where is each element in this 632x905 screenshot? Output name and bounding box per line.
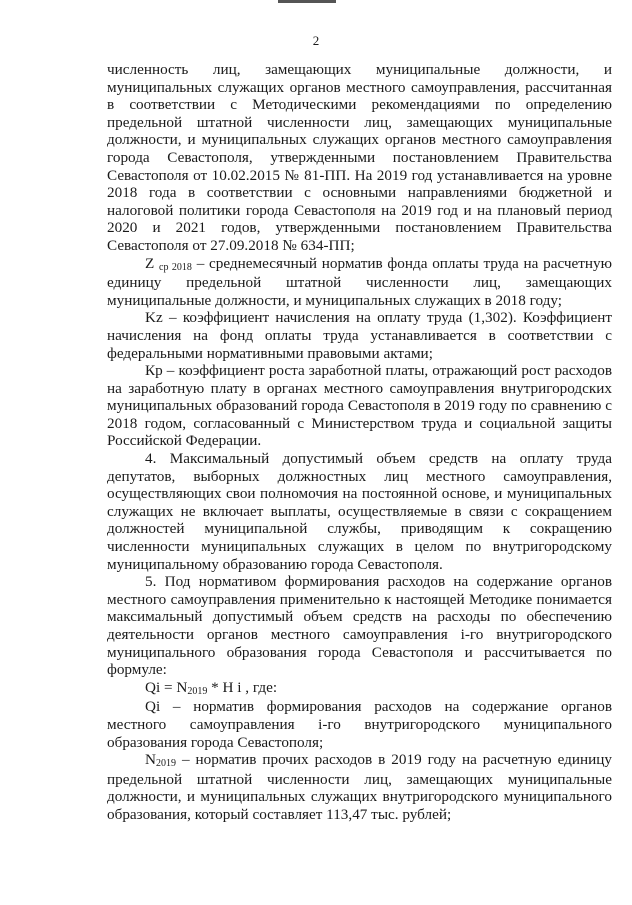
- z-definition-text: – среднемесячный норматив фонда оплаты труда на расчетную единицу предельной штатной численности лиц, замещающих муниципальные должности, и муниципальных служащих в 2018 году;: [107, 254, 612, 309]
- z-symbol: Z: [145, 254, 155, 272]
- n-symbol: N: [145, 751, 156, 769]
- n-subscript: 2019: [155, 758, 176, 770]
- paragraph-n-definition: [107, 751, 612, 823]
- n-definition-text: – норматив прочих расходов в 2019 году на расчетную единицу предельной штатной численности лиц, замещающих муниципальные должности, и муниципальных служащих внутригородского муниципального образования, который составляет 113,47 тыс. рублей;: [107, 751, 612, 823]
- formula-subscript: 2019: [187, 685, 208, 697]
- paragraph-kz-definition: Kz – коэффициент начисления на оплату труда (1,302). Коэффициент начисления на фонд оплаты труда устанавливается в соответствии с федеральными нормативными правовыми актами;: [107, 309, 612, 362]
- z-subscript: ср 2018: [159, 261, 192, 273]
- paragraph-qi-definition: Qi – норматив формирования расходов на содержание органов местного самоуправления i-го внутригородского муниципального образования города Севастополя;: [107, 698, 612, 751]
- formula-start: Qi = N: [145, 678, 188, 696]
- paragraph-section-5: 5. Под нормативом формирования расходов на содержание органов местного самоуправления применительно к настоящей Методике понимается максимальный допустимый объем средств на расходы по обеспечению деятельности органов местного самоуправления i-го внутригородского муниципального образования города Севастополя и рассчитывается по формуле:: [107, 573, 612, 679]
- page-number: 2: [312, 33, 320, 48]
- formula-end: * Н i , где:: [207, 678, 278, 696]
- scan-edge-mark: [278, 0, 336, 3]
- paragraph-z-definition: [107, 255, 612, 310]
- formula-line: [107, 679, 612, 699]
- document-body: [107, 61, 612, 824]
- paragraph-kr-definition: Кр – коэффициент роста заработной платы, отражающий рост расходов на заработную плату в органах местного самоуправления внутригородских муниципальных образований города Севастополя в 2019 году по сравнению с 2018 годом, согласованный с Министерством труда и социальной защиты Российской Федерации.: [107, 362, 612, 450]
- paragraph-staff-count: численность лиц, замещающих муниципальные должности, и муниципальных служащих органов местного самоуправления, рассчитанная в соответствии с Методическими рекомендациями по определению предельной штатной численности лиц, замещающих муниципальные должности, и муниципальных служащих органов местного самоуправления города Севастополя, утвержденными постановлением Правительства Севастополя от 10.02.2015 № 81-ПП. На 2019 год устанавливается на уровне 2018 года в соответствии с основными направлениями бюджетной и налоговой политики города Севастополя на 2019 год и на плановый период 2020 и 2021 годов, утвержденными постановлением Правительства Севастополя от 27.09.2018 № 634-ПП;: [107, 61, 612, 254]
- paragraph-section-4: 4. Максимальный допустимый объем средств на оплату труда депутатов, выборных должностных лиц местного самоуправления, осуществляющих свои полномочия на постоянной основе, и муниципальных служащих не включает выплаты, осуществляемые в связи с сокращением должностей муниципальной службы, приводящим к сокращению численности муниципальных служащих в целом по внутригородскому муниципальному образованию города Севастополя.: [107, 450, 612, 573]
